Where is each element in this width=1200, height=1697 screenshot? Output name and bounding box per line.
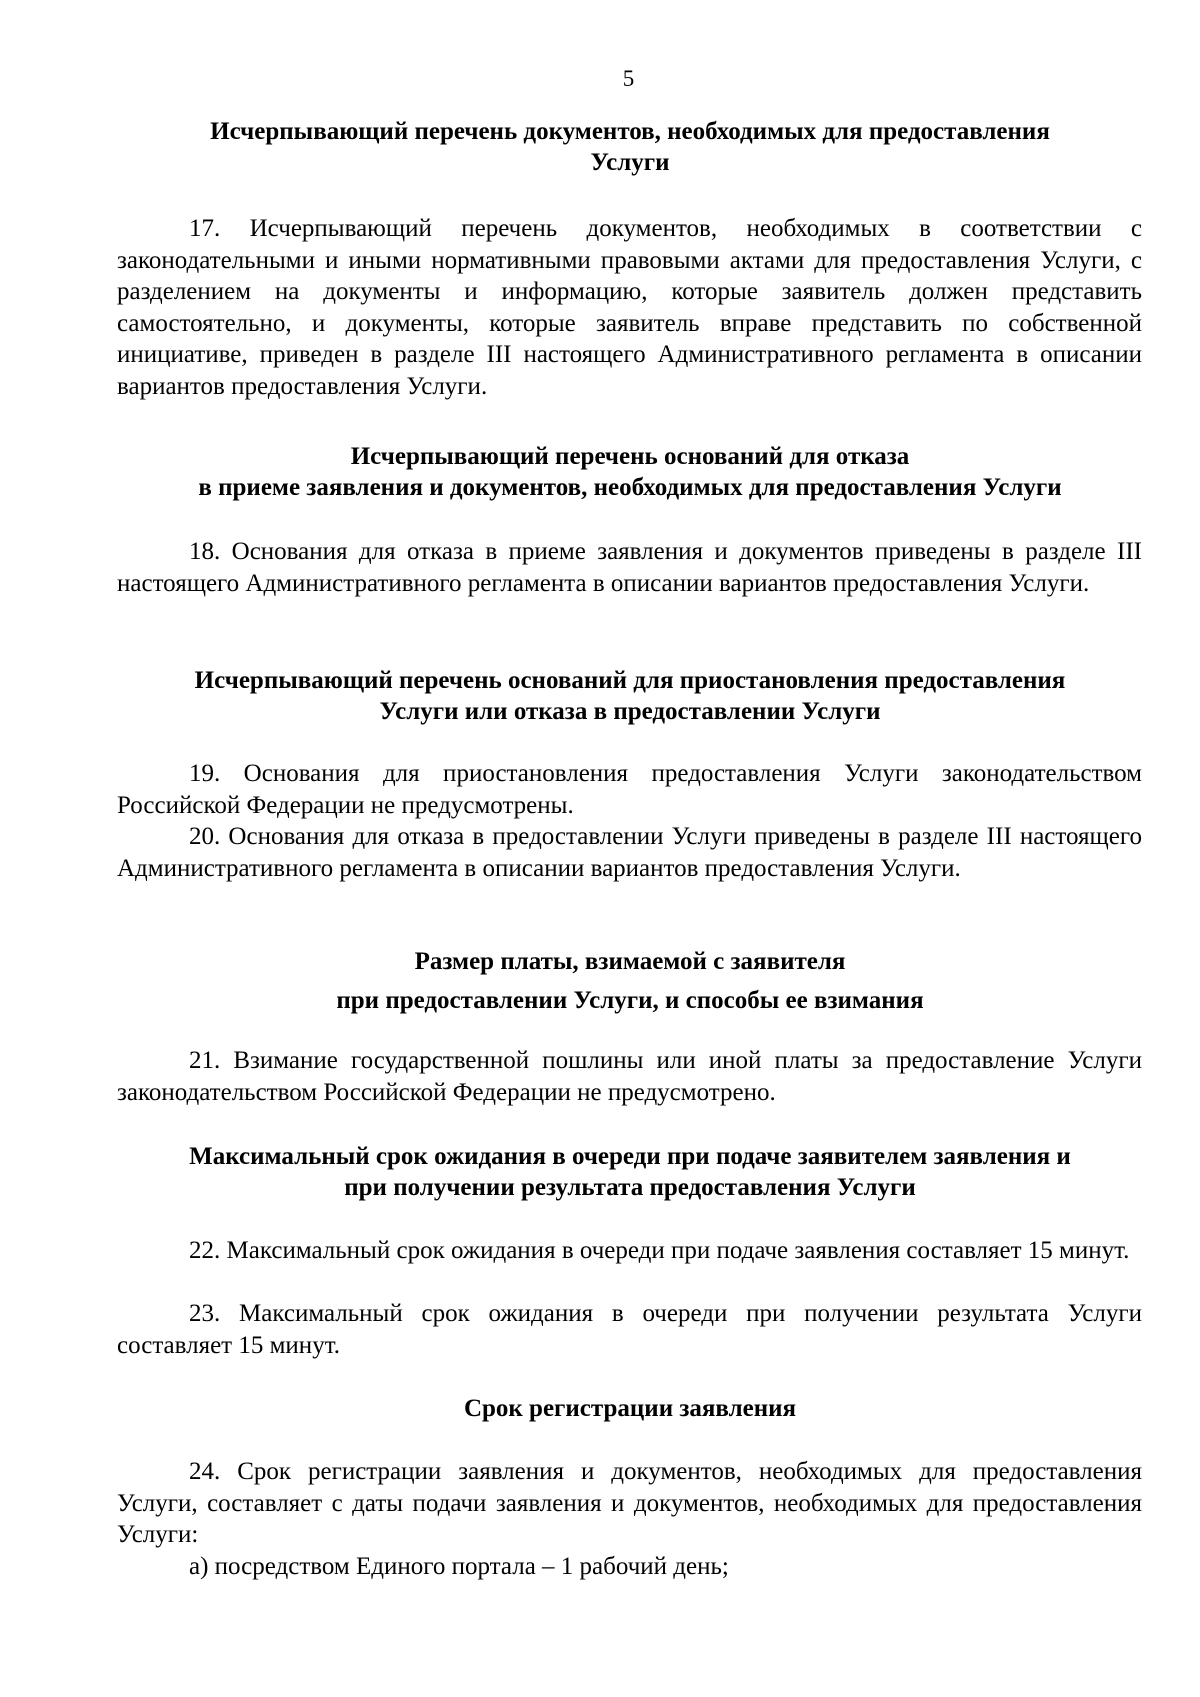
paragraph: 21. Взимание государственной пошлины или иной платы за предоставление Услуги законодательством Российской Федерации не предусмотрено.: [117, 1047, 1142, 1106]
heading-line: Максимальный срок ожидания в очереди при подаче заявителем заявления и: [189, 1143, 1071, 1170]
heading-line: при получении результата предоставления Услуги: [344, 1174, 916, 1201]
heading-line: при предоставлении Услуги, и способы ее взимания: [336, 987, 924, 1014]
section-heading: [120, 946, 1140, 1016]
heading-line: Срок регистрации заявления: [463, 1395, 797, 1422]
section-heading: [120, 1393, 1140, 1424]
heading-line: Исчерпывающий перечень оснований для отказа: [350, 443, 910, 470]
paragraph: 20. Основания для отказа в предоставлении Услуги приведены в разделе III настоящего Административного регламента в описании вариантов предоставления Услуги.: [117, 823, 1142, 882]
heading-line: Размер платы, взимаемой с заявителя: [414, 948, 846, 975]
heading-line: Исчерпывающий перечень оснований для приостановления предоставления: [194, 667, 1066, 694]
section-heading: [120, 665, 1140, 727]
heading-line: Исчерпывающий перечень документов, необходимых для предоставления: [210, 118, 1050, 145]
paragraph: 19. Основания для приостановления предоставления Услуги законодательством Российской Федерации не предусмотрены.: [117, 760, 1142, 819]
section-heading: [120, 1141, 1140, 1203]
paragraph: 24. Срок регистрации заявления и документов, необходимых для предоставления Услуги, составляет с даты подачи заявления и документов, необходимых для предоставления Услуги:: [117, 1458, 1142, 1548]
page-number: 5: [622, 66, 635, 91]
section-heading: [120, 116, 1140, 178]
paragraph: а) посредством Единого портала – 1 рабочий день;: [189, 1553, 729, 1580]
paragraph: 18. Основания для отказа в приеме заявления и документов приведены в разделе III настоящего Административного регламента в описании вариантов предоставления Услуги.: [117, 538, 1142, 597]
heading-line: в приеме заявления и документов, необходимых для предоставления Услуги: [198, 474, 1062, 501]
paragraph: 17. Исчерпывающий перечень документов, необходимых в соответствии с законодательными и иными нормативными правовыми актами для предоставления Услуги, с разделением на документы и информацию, которые заявитель должен представить самостоятельно, и документы, которые заявитель вправе представить по собственной инициативе, приведен в разделе III настоящего Административного регламента в описании вариантов предоставления Услуги.: [117, 215, 1142, 400]
section-heading: [120, 441, 1140, 503]
heading-line: Услуги или отказа в предоставлении Услуги: [379, 698, 881, 725]
paragraph: 22. Максимальный срок ожидания в очереди при подаче заявления составляет 15 минут.: [189, 1237, 1130, 1264]
heading-line: Услуги: [590, 149, 670, 176]
paragraph: 23. Максимальный срок ожидания в очереди при получении результата Услуги составляет 15 минут.: [117, 1300, 1142, 1359]
